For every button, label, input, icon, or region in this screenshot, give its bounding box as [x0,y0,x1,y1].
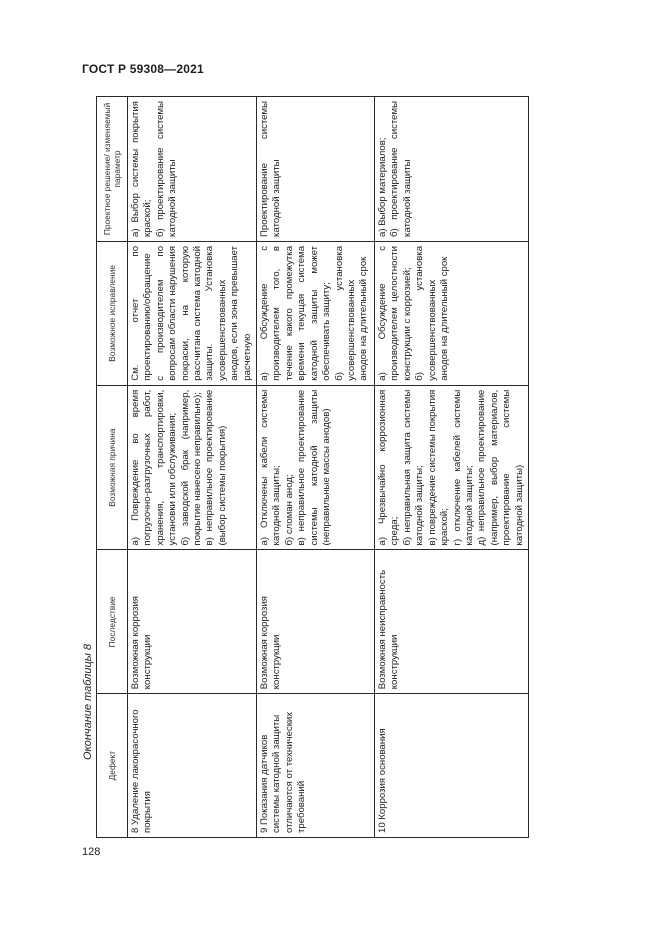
table-caption: Окончание таблицы 8 [82,643,94,760]
cell-fix [375,241,529,385]
design-item: а) Выбор материалов; [377,137,389,237]
cause-item: а) Отключены кабели системы катодной защиты; [259,389,283,546]
table-row [128,97,257,838]
fix-item: а) Обсуждение с производителем того, в течение какого промежутка времени текущая система катодной защиты может обеспечивать защиту; [259,245,333,381]
cell-consequence: Возможная неисправность конструкции [375,550,529,694]
cell-cause [257,385,375,550]
fix-item: б) установка усовершенствованных анодов на длительный срок [333,245,370,381]
design-item: б) проектирование системы катодной защиты [389,101,413,237]
cause-item: в) неправильное проектирование системы катодной защиты (неправильные массы анодов) [296,389,333,546]
cell-defect: 10 Коррозия основания [375,694,529,838]
cause-item: б) неправильная защита системы катодной защиты; [401,389,426,546]
document-code: ГОСТ Р 59308—2021 [82,62,204,76]
fix-item: а) Обсуждение с производителем целостности конструкции с коррозией; [377,245,413,381]
cell-design [257,97,375,242]
defects-table [96,96,529,838]
cell-fix [257,241,375,385]
cause-item: а) Чрезвычайно коррозионная среда; [377,389,401,546]
cell-cause [375,385,529,550]
header-fix: Возможное исправление [97,241,128,385]
cause-item: а) Повреждение во время погрузочно-разгрузочных работ, хранения, транспортировки, установки или обслуживания; [130,389,179,546]
cell-fix [128,241,257,385]
design-item: б) проектирование системы катодной защиты [154,101,179,237]
header-defect: Дефект [97,694,128,838]
cause-item: д) неправильное проектирование (например, выбор материалов, проектирование системы катодной защиты) [476,389,525,546]
table-header-row [97,97,128,838]
cause-item: б) заводской брак (например, покрытие нанесено неправильно); [179,389,204,546]
header-cause: Возможная причина [97,385,128,550]
fix-item: б) установка усовершенствованных анодов на длительный срок [414,245,451,381]
rotated-table-wrapper [96,96,525,838]
header-design: Проектное решение/ изменяемый параметр [97,97,128,242]
design-item: Проектирование системы катодной защиты [259,101,283,237]
cell-design [128,97,257,242]
cause-item: в) повреждение системы покрытия краской; [426,389,451,546]
fix-item: См. отчет по проектированию/обращение с производителем по вопросам области нарушения покраски, на которую рассчитана система катодной защиты. Установка усовершенствованных анодов, если зона превышает расчетную [130,245,253,381]
cell-consequence: Возможная коррозия конструкции [128,550,257,694]
header-consequence: Последствие [97,550,128,694]
cell-design [375,97,529,242]
design-item: а) Выбор системы покрытия краской; [130,101,154,237]
cell-cause [128,385,257,550]
cell-consequence: Возможная коррозия конструкции [257,550,375,694]
cell-defect: 9 Показания датчиков системы катодной защиты отличаются от технических требований [257,694,375,838]
table-row [257,97,375,838]
table-row [375,97,529,838]
cell-defect: 8 Удаление лакокрасочного покрытия [128,694,257,838]
page-number: 128 [82,846,101,858]
cause-item: в) неправильное проектирование (выбор системы покрытия) [204,389,228,546]
cause-item: б) сломан анод; [283,474,295,546]
cause-item: г) отключение кабелей системы катодной защиты; [451,389,475,546]
